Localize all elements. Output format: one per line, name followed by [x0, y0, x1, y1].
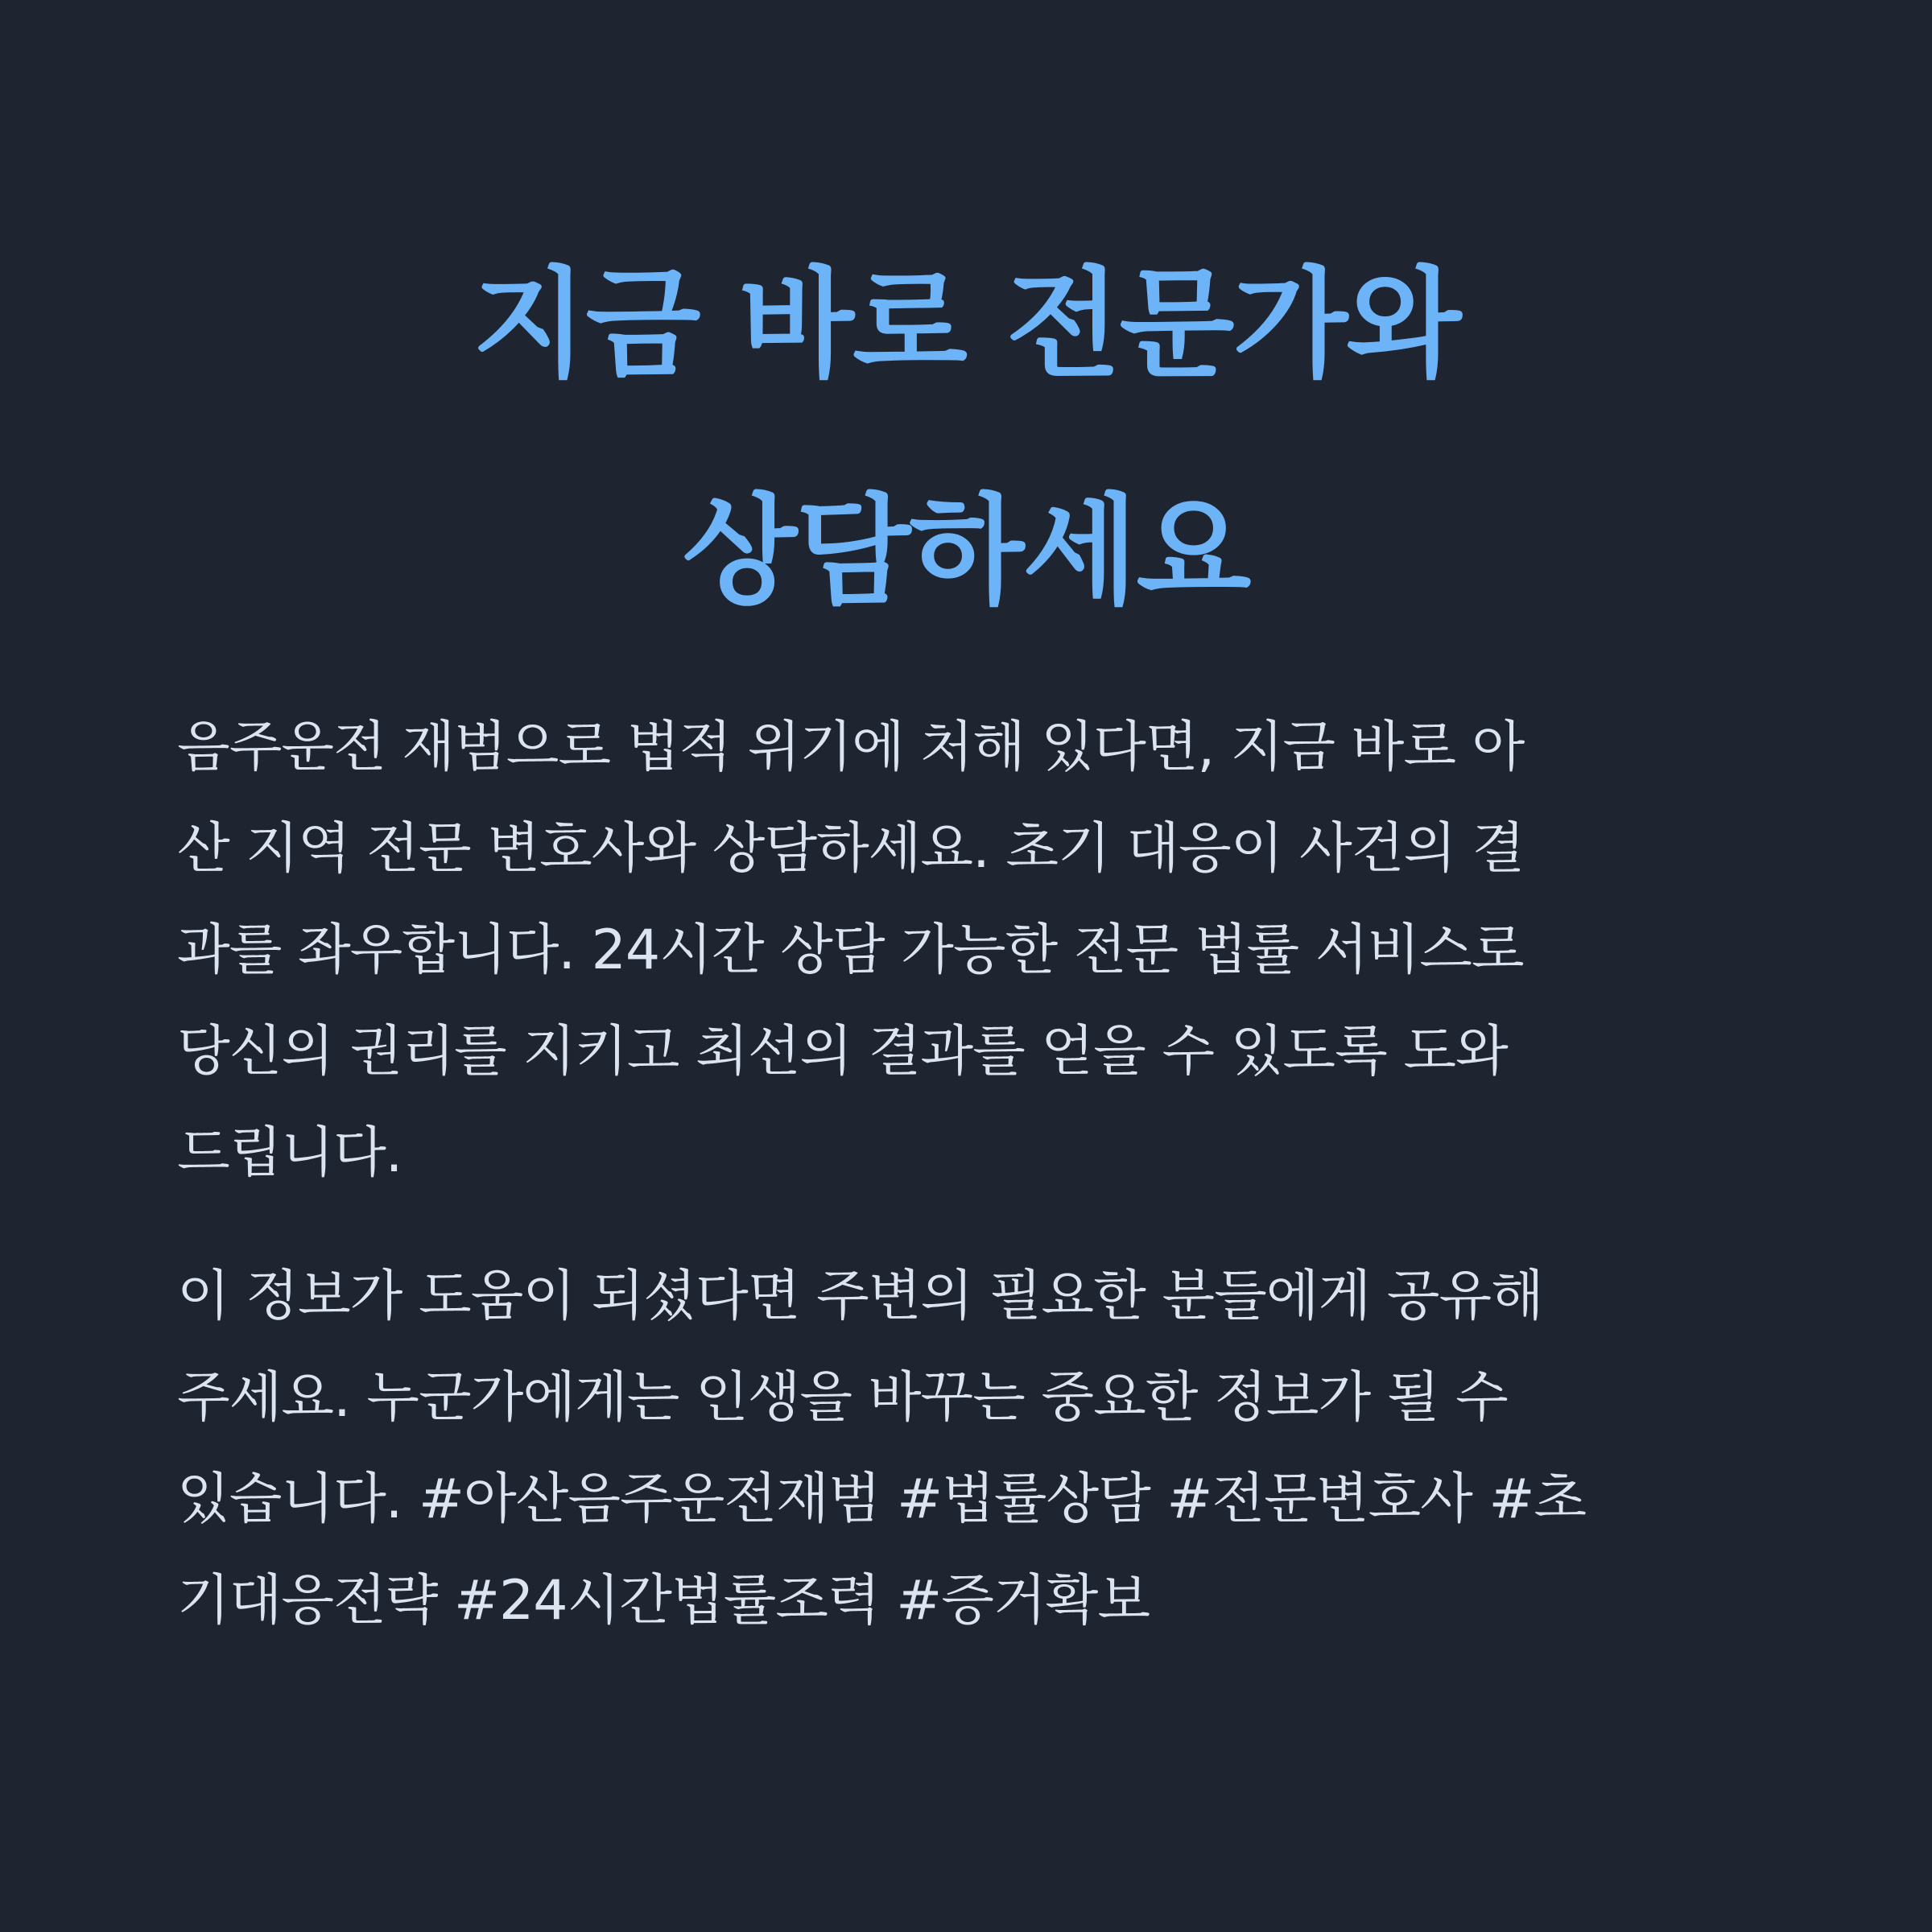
share-line-2: 주세요. 누군가에게는 인생을 바꾸는 중요한 정보가 될 수 [177, 1366, 1508, 1430]
intro-line-2: 산 지역 전문 변호사와 상담하세요. 초기 대응이 사건의 결 [177, 817, 1525, 881]
intro-line-4: 당신의 권리를 지키고 최선의 결과를 얻을 수 있도록 도와 [177, 1020, 1508, 1084]
intro-paragraph [177, 697, 1755, 1204]
intro-line-1: 음주운전 재범으로 법적 위기에 처해 있다면, 지금 바로 아 [177, 716, 1525, 779]
share-line-1: 이 정보가 도움이 되셨다면 주변의 필요한 분들에게 공유해 [177, 1265, 1543, 1328]
share-paragraph [177, 1246, 1755, 1652]
headline-line-1: 지금 바로 전문가와 [472, 255, 1460, 394]
intro-line-5: 드립니다. [177, 1121, 402, 1185]
headline-line-2: 상담하세요 [682, 482, 1250, 621]
headline [177, 0, 1755, 665]
share-line-4: 기대응전략 #24시간법률조력 #증거확보 [177, 1569, 1150, 1633]
share-line-3: 있습니다. #아산음주운전재범 #법률상담 #전문변호사 #초 [177, 1468, 1587, 1531]
intro-line-3: 과를 좌우합니다. 24시간 상담 가능한 전문 법률 서비스로 [177, 919, 1524, 982]
